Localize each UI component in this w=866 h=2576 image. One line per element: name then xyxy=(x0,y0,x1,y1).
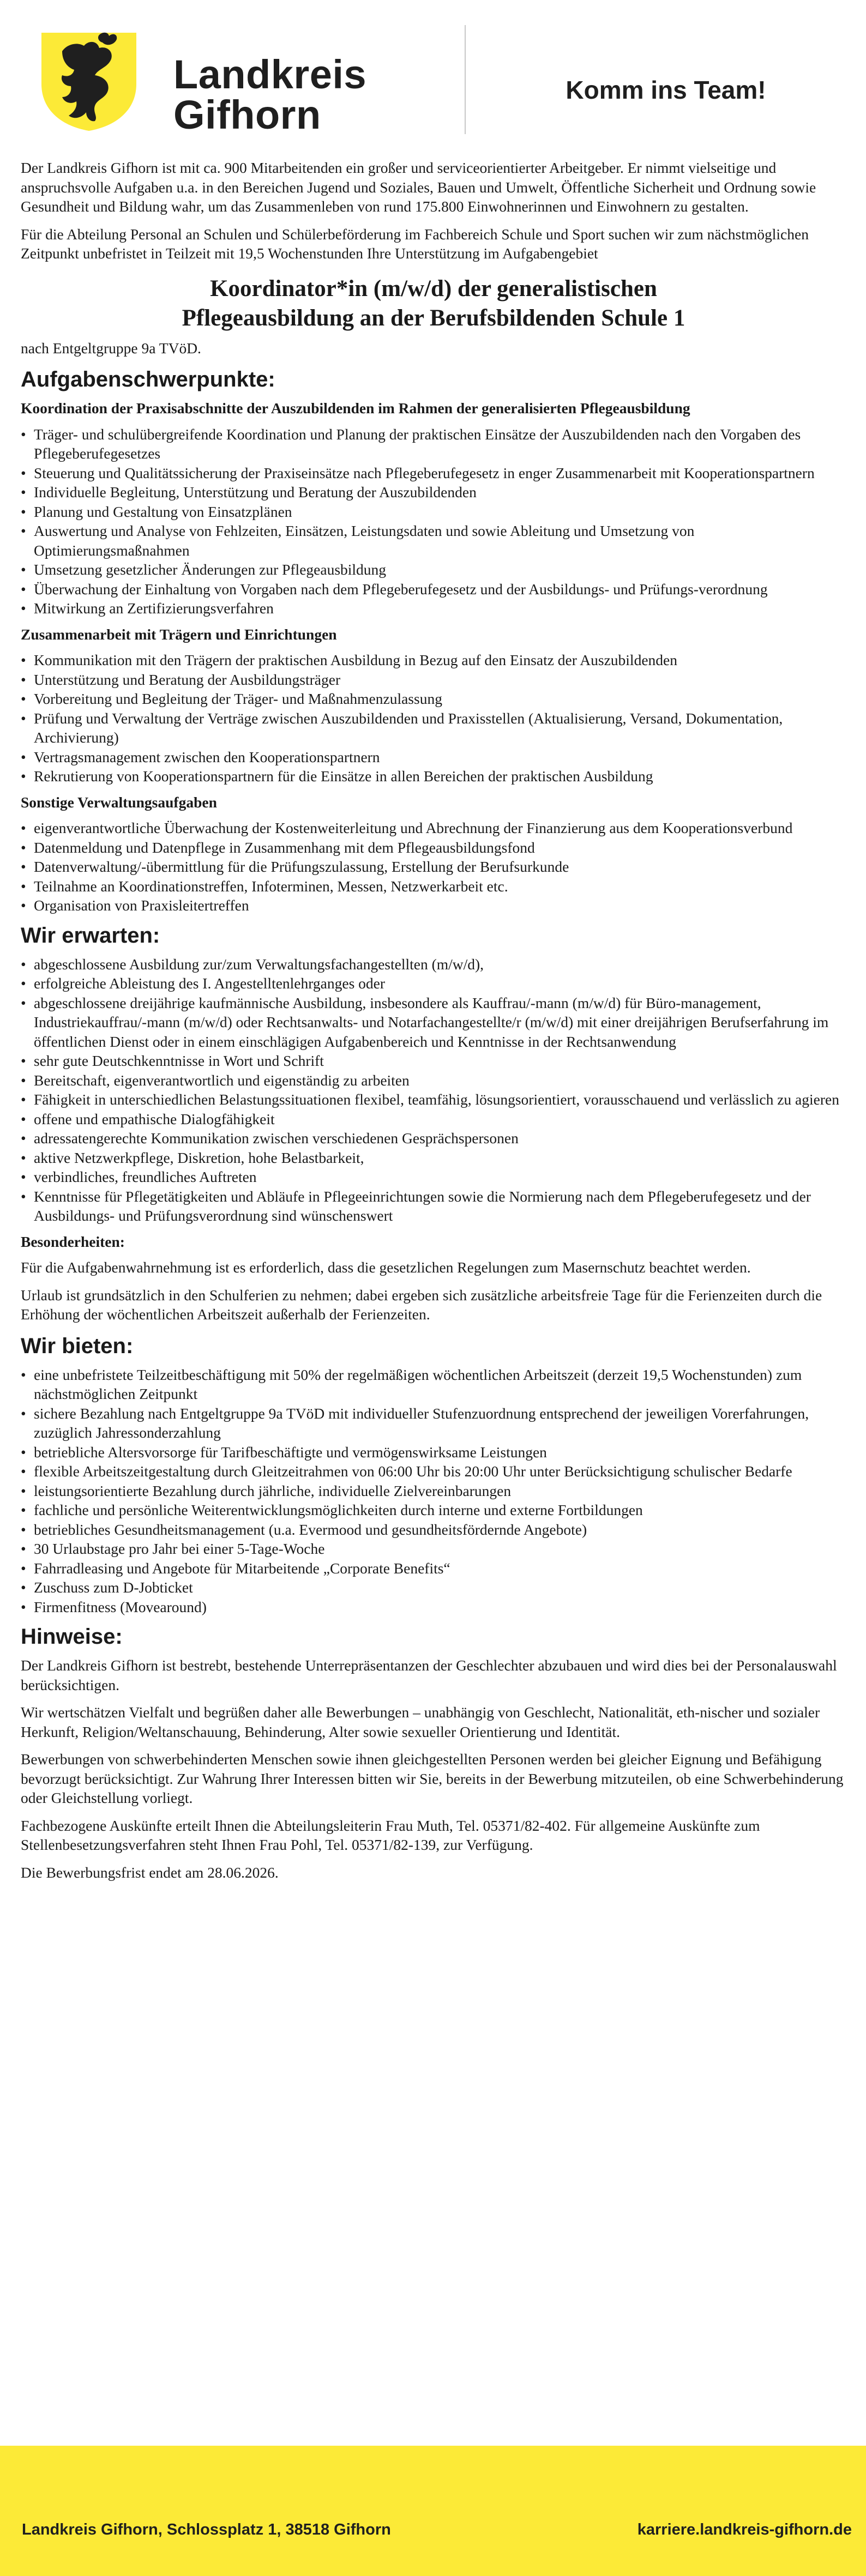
list-item: • aktive Netzwerkpflege, Diskretion, hohe Belastbarkeit, xyxy=(21,1148,846,1168)
special-paragraph: Für die Aufgabenwahrnehmung ist es erforderlich, dass die gesetzlichen Regelungen zum Masernschutz beachtet werden. xyxy=(21,1259,751,1276)
list-item: • leistungsorientierte Bezahlung durch jährliche, individuelle Zielvereinbarungen xyxy=(21,1481,846,1501)
logo-line-2: Gifhorn xyxy=(173,92,321,137)
list-item: • Fahrradleasing und Angebote für Mitarbeitende „Corporate Benefits“ xyxy=(21,1559,846,1578)
list-item: • flexible Arbeitszeitgestaltung durch Gleitzeitrahmen von 06:00 Uhr bis 20:00 Uhr unter Berücksichtigung schulischer Bedarfe xyxy=(21,1462,846,1481)
list-item: • erfolgreiche Ableistung des I. Angestelltenlehrganges oder xyxy=(21,974,846,993)
task-list-coordination xyxy=(21,425,846,618)
list-item: • Träger- und schulübergreifende Koordination und Planung der praktischen Einsätze der Auszubildenden nach den Vorgaben des Pflegeberufegesetzes xyxy=(21,425,846,463)
offer-list xyxy=(21,1365,846,1617)
list-item: • Teilnahme an Koordinationstreffen, Infoterminen, Messen, Netzwerkarbeit etc. xyxy=(21,877,846,896)
list-item: • eigenverantwortliche Überwachung der Kostenweiterleitung und Abrechnung der Finanzierung aus dem Kooperationsverbund xyxy=(21,818,846,838)
special-heading: Besonderheiten: xyxy=(21,1233,125,1250)
notes-paragraph: Bewerbungen von schwerbehinderten Menschen sowie ihnen gleichgestellten Personen werden bei gleicher Eignung und Befähigung bevorzugt berücksichtigt. Zur Wahrung Ihrer Interessen bitten wir Sie, bereits in der Bewerbung mitzuteilen, ob eine Schwerbehinderung oder Gleichstellung vorliegt. xyxy=(21,1751,844,1806)
task-group-title: Koordination der Praxisabschnitte der Auszubildenden im Rahmen der generalisierten Pflegeausbildung xyxy=(21,400,690,417)
task-list-admin xyxy=(21,818,846,915)
notes-paragraph: Wir wertschätzen Vielfalt und begrüßen daher alle Bewerbungen – unabhängig von Geschlecht, Nationalität, eth-nischer und sozialer Herkunft, Religion/Weltanschauung, Behinderung, Alter sowie sexueller Orientierung und Identität. xyxy=(21,1704,820,1740)
list-item: • Fähigkeit in unterschiedlichen Belastungssituationen flexibel, teamfähig, lösungsorientiert, vorausschauend und verlässlich zu agieren xyxy=(21,1090,846,1109)
page-footer xyxy=(0,2446,866,2576)
expect-heading: Wir erwarten: xyxy=(21,923,160,948)
task-list-cooperation xyxy=(21,650,846,786)
job-posting-body xyxy=(21,158,846,1890)
logo-line-1: Landkreis xyxy=(173,52,367,97)
list-item: • eine unbefristete Teilzeitbeschäftigung mit 50% der regelmäßigen wöchentlichen Arbeitszeit (derzeit 19,5 Wochenstunden) zum nächstmöglichen Zeitpunkt xyxy=(21,1365,846,1404)
intro-paragraph-2: Für die Abteilung Personal an Schulen und Schülerbeförderung im Fachbereich Schule und Sport suchen wir zum nächstmöglichen Zeitpunkt unbefristet in Teilzeit mit 19,5 Wochenstunden Ihre Unterstützung im Aufgabengebiet xyxy=(21,225,809,262)
list-item: • Individuelle Begleitung, Unterstützung und Beratung der Auszubildenden xyxy=(21,482,846,502)
logo-wordmark xyxy=(173,52,367,137)
list-item: • Überwachung der Einhaltung von Vorgaben nach dem Pflegeberufegesetz und der Ausbildungs- und Prüfungs-verordnung xyxy=(21,580,846,599)
list-item: • Organisation von Praxisleitertreffen xyxy=(21,896,846,915)
expect-list xyxy=(21,955,846,1226)
list-item: • Umsetzung gesetzlicher Änderungen zur Pflegeausbildung xyxy=(21,560,846,580)
list-item: • sehr gute Deutschkenntnisse in Wort und Schrift xyxy=(21,1051,846,1071)
list-item: • Firmenfitness (Movearound) xyxy=(21,1597,846,1617)
task-group-title: Sonstige Verwaltungsaufgaben xyxy=(21,793,217,811)
list-item: • Kenntnisse für Pflegetätigkeiten und Abläufe in Pflegeeinrichtungen sowie die Normierung nach dem Pflegeberufegesetz und der Ausbildungs- und Prüfungsverordnung sind wünschenswert xyxy=(21,1187,846,1226)
list-item: • Prüfung und Verwaltung der Verträge zwischen Auszubildenden und Praxisstellen (Aktualisierung, Versand, Dokumentation, Archivierung) xyxy=(21,709,846,747)
list-item: • adressatengerechte Kommunikation zwischen verschiedenen Gesprächspersonen xyxy=(21,1129,846,1148)
list-item: • 30 Urlaubstage pro Jahr bei einer 5-Tage-Woche xyxy=(21,1539,846,1559)
list-item: • Mitwirkung an Zertifizierungsverfahren xyxy=(21,599,846,618)
list-item: • Vorbereitung und Begleitung der Träger- und Maßnahmenzulassung xyxy=(21,689,846,709)
list-item: • Steuerung und Qualitätssicherung der Praxiseinsätze nach Pflegeberufegesetz in enger Zusammenarbeit mit Kooperationspartnern xyxy=(21,463,846,483)
deadline-paragraph: Die Bewerbungsfrist endet am 28.06.2026. xyxy=(21,1863,279,1881)
job-title-line-1: Koordinator*in (m/w/d) der generalistischen xyxy=(210,275,657,301)
list-item: • fachliche und persönliche Weiterentwicklungsmöglichkeiten durch interne und externe Fortbildungen xyxy=(21,1500,846,1520)
list-item: • Vertragsmanagement zwischen den Kooperationspartnern xyxy=(21,747,846,767)
intro-paragraph-1: Der Landkreis Gifhorn ist mit ca. 900 Mitarbeitenden ein großer und serviceorientierter Arbeitgeber. Er nimmt vielseitige und anspruchsvolle Aufgaben u.a. in den Bereichen Jugend und Soziales, Bauen und Umwelt, Öffentliche Sicherheit und Ordnung sowie Gesundheit und Bildung wahr, um das Zusammenleben von rund 175.800 Einwohnerinnen und Einwohnern zu gestalten. xyxy=(21,159,816,215)
list-item: • betriebliche Altersvorsorge für Tarifbeschäftigte und vermögenswirksame Leistungen xyxy=(21,1443,846,1462)
contact-paragraph: Fachbezogene Auskünfte erteilt Ihnen die Abteilungsleiterin Frau Muth, Tel. 05371/82-402. Für allgemeine Auskünfte zum Stellenbesetzungsverfahren steht Ihnen Frau Pohl, Tel. 05371/82-139, zur Verfügung. xyxy=(21,1817,760,1853)
page-header xyxy=(0,0,866,147)
list-item: • Datenverwaltung/-übermittlung für die Prüfungszulassung, Erstellung der Berufsurkunde xyxy=(21,857,846,877)
footer-website-link[interactable]: karriere.landkreis-gifhorn.de xyxy=(637,2521,852,2538)
list-item: • sichere Bezahlung nach Entgeltgruppe 9a TVöD mit individueller Stufenzuordnung entsprechend der jeweiligen Vorerfahrungen, zuzüglich Jahressonderzahlung xyxy=(21,1404,846,1443)
footer-address: Landkreis Gifhorn, Schlossplatz 1, 38518 Gifhorn xyxy=(22,2521,391,2538)
list-item: • Rekrutierung von Kooperationspartnern für die Einsätze in allen Bereichen der praktischen Ausbildung xyxy=(21,767,846,786)
job-title xyxy=(21,274,846,333)
list-item: • abgeschlossene dreijährige kaufmännische Ausbildung, insbesondere als Kauffrau/-mann (m/w/d) für Büro-management, Industriekauffrau/-mann (m/w/d) oder Rechtsanwalts- und Notarfachangestellte/r (m/w/d) mit einer dreijährigen Berufserfahrung im öffentlichen Dienst oder in einem einschlägigen Aufgabenbereich und Kenntnisse in der Rechtsanwendung xyxy=(21,993,846,1052)
list-item: • Bereitschaft, eigenverantwortlich und eigenständig zu arbeiten xyxy=(21,1071,846,1090)
offer-heading: Wir bieten: xyxy=(21,1334,134,1358)
list-item: • Zuschuss zum D-Jobticket xyxy=(21,1578,846,1597)
pay-grade: nach Entgeltgruppe 9a TVöD. xyxy=(21,339,201,357)
notes-paragraph: Der Landkreis Gifhorn ist bestrebt, bestehende Unterrepräsentanzen der Geschlechter abzubauen und wird dies bei der Personalauswahl berücksichtigen. xyxy=(21,1657,837,1693)
list-item: • abgeschlossene Ausbildung zur/zum Verwaltungsfachangestellten (m/w/d), xyxy=(21,955,846,974)
list-item: • Datenmeldung und Datenpflege in Zusammenhang mit dem Pflegeausbildungsfond xyxy=(21,838,846,858)
list-item: • Auswertung und Analyse von Fehlzeiten, Einsätzen, Leistungsdaten und sowie Ableitung und Umsetzung von Optimierungsmaßnahmen xyxy=(21,521,846,560)
list-item: • verbindliches, freundliches Auftreten xyxy=(21,1167,846,1187)
coat-of-arms-lion-icon xyxy=(38,29,140,132)
tasks-heading: Aufgabenschwerpunkte: xyxy=(21,367,275,391)
job-title-line-2: Pflegeausbildung an der Berufsbildenden Schule 1 xyxy=(182,305,685,331)
list-item: • offene und empathische Dialogfähigkeit xyxy=(21,1109,846,1129)
task-group-title: Zusammenarbeit mit Trägern und Einrichtungen xyxy=(21,625,337,643)
special-paragraph: Urlaub ist grundsätzlich in den Schulferien zu nehmen; dabei ergeben sich zusätzliche arbeitsfreie Tage für die Ferienzeiten durch die Erhöhung der wöchentlichen Arbeitszeit außerhalb der Ferienzeiten. xyxy=(21,1286,822,1323)
header-tagline: Komm ins Team! xyxy=(566,76,766,104)
list-item: • Planung und Gestaltung von Einsatzplänen xyxy=(21,502,846,522)
list-item: • Unterstützung und Beratung der Ausbildungsträger xyxy=(21,670,846,690)
notes-heading: Hinweise: xyxy=(21,1625,123,1649)
list-item: • Kommunikation mit den Trägern der praktischen Ausbildung in Bezug auf den Einsatz der Auszubildenden xyxy=(21,650,846,670)
list-item: • betriebliches Gesundheitsmanagement (u.a. Evermood und gesundheitsfördernde Angebote) xyxy=(21,1520,846,1540)
